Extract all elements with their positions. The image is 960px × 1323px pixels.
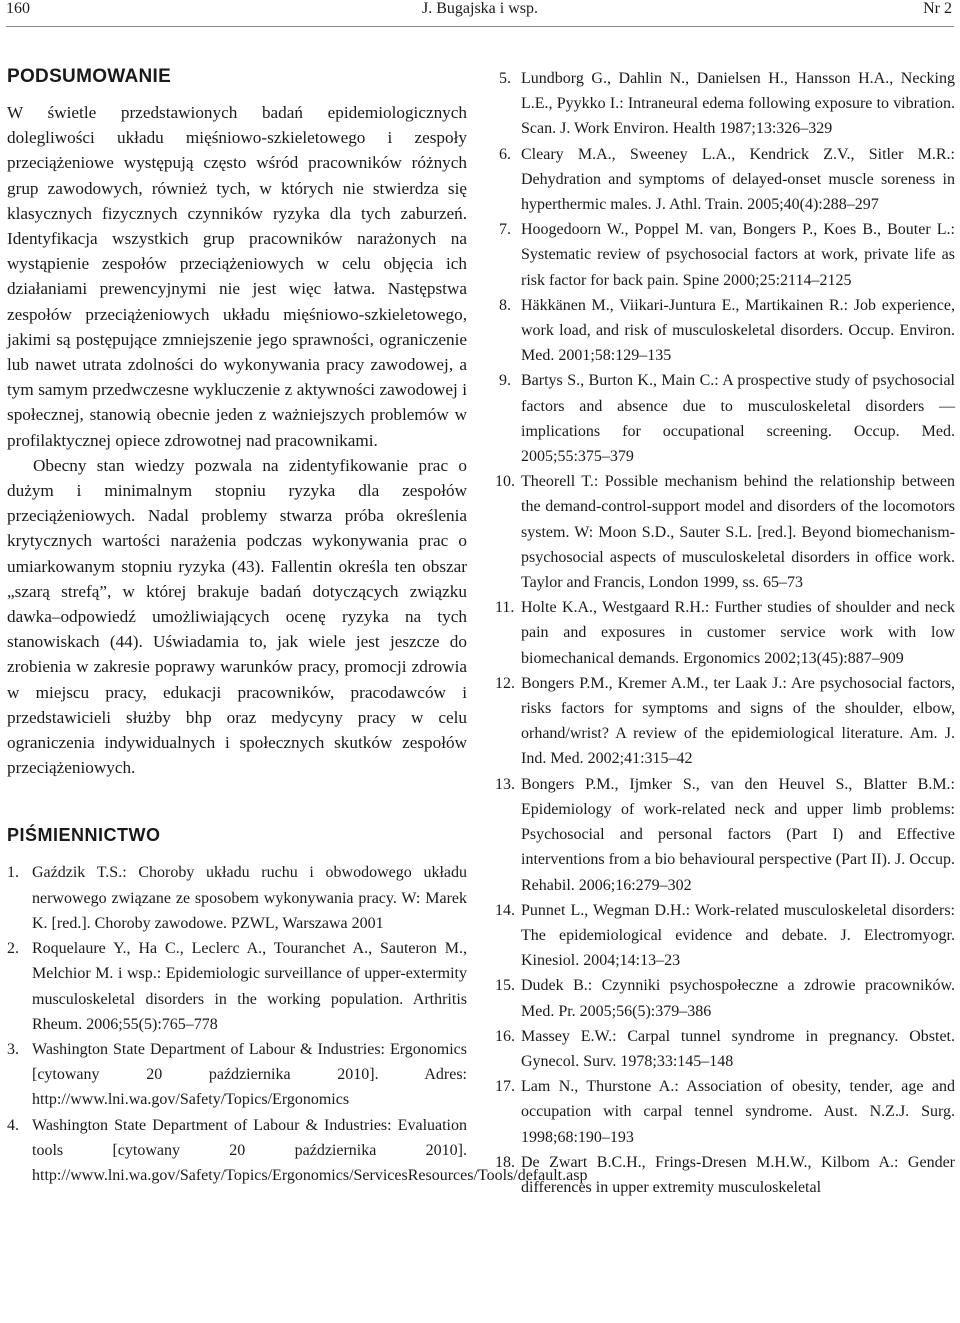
reference-number: 17. (495, 1078, 515, 1096)
reference-text: Massey E.W.: Carpal tunnel syndrome in pregnancy. Obstet. Gynecol. Surv. 1978;33:145–148 (521, 1027, 955, 1070)
reference-item (495, 671, 955, 772)
reference-text: Theorell T.: Possible mechanism behind the relationship between the demand-control-support model and disorders of the locomotors system. W: Moon S.D., Sauter S.L. [red.]. Beyond biomechanism-psychosocial aspects of musculoskeletal disorders in office work. Taylor and Francis, London 1999, ss. 65–73 (521, 473, 955, 592)
reference-item (495, 1150, 955, 1200)
references-heading: PIŚMIENNICTWO (7, 825, 161, 846)
reference-item (495, 469, 955, 595)
reference-number: 6. (499, 145, 511, 163)
reference-number: 15. (495, 977, 515, 995)
reference-item (495, 1024, 955, 1074)
reference-text: Cleary M.A., Sweeney L.A., Kendrick Z.V., Sitler M.R.: Dehydration and symptoms of delayed-onset muscle soreness in hyperthermic males. J. Athl. Train. 2005;40(4):288–297 (521, 145, 955, 214)
reference-text: Lam N., Thurstone A.: Association of obesity, tender, age and occupation with carpal tennel syndrome. Aust. N.Z.J. Surg. 1998;68:190–193 (521, 1078, 955, 1146)
running-authors: J. Bugajska i wsp. (422, 0, 538, 17)
reference-number: 3. (7, 1040, 19, 1058)
reference-text: De Zwart B.C.H., Frings-Dresen M.H.W., Kilbom A.: Gender differences in upper extremity musculoskeletal (521, 1153, 955, 1196)
reference-number: 10. (495, 473, 515, 491)
reference-item (495, 898, 955, 974)
reference-number: 13. (495, 775, 515, 793)
reference-number: 4. (7, 1116, 19, 1134)
reference-text: Washington State Department of Labour & Industries: Evaluation tools [cytowany 20 października 2010]. http://www.lni.wa.gov/Safety/Topics/Ergonomics/ServicesResources/Tools/default.asp (32, 1116, 588, 1184)
reference-item (7, 860, 467, 936)
header-rule (6, 26, 954, 27)
reference-number: 16. (495, 1027, 515, 1045)
page-number: 160 (6, 0, 30, 17)
summary-paragraph-2: Obecny stan wiedzy pozwala na zidentyfikowanie prac o dużym i minimalnym stopniu ryzyka dla zespołów przeciążeniowych. Nadal problemy stwarza próba określenia krytycznych wartości narażenia podczas wykonywania prac o umiarkowanym stopniu ryzyka (43). Fallentin określa ten obszar „szarą strefą”, w której brakuje badań dotyczących związku dawka–odpowiedź umożliwiających ocenę ryzyka na tych stanowiskach (44). Uświadamia to, jak wiele jest jeszcze do zrobienia w zakresie poprawy warunków pracy, promocji zdrowia w miejscu pracy, edukacji pracowników, pracodawców i przedstawicieli służby bhp oraz medycyny pracy w celu ograniczenia indywidualnych i społecznych skutków zespołów przeciążeniowych. (7, 455, 467, 778)
issue-number: Nr 2 (923, 0, 952, 17)
reference-number: 2. (7, 940, 19, 958)
reference-item (7, 1037, 467, 1113)
summary-paragraph-1: W świetle przedstawionych badań epidemiologicznych dolegliwości układu mięśniowo-szkieletowego i zespoły przeciążeniowe występują często wśród pracowników różnych grup zawodowych, również tych, w których nie stwierdza się klasycznych fizycznych czynników ryzyka dla tych zaburzeń. Identyfikacja wszystkich grup pracowników narażonych na wystąpienie zespołów przeciążeniowych w celu objęcia ich działaniami prewencyjnymi nie jest więc łatwa. Następstwa zespołów przeciążeniowych układu mięśniowo-szkieletowego, jakimi są postępujące zmniejszenie jego sprawności, ograniczenie lub nawet utrata zdolności do wykonywania pracy zawodowej, a tym samym przedwczesne wykluczenie z aktywności zawodowej i społecznej, stanowią obecnie jeden z ważniejszych problemów w profilaktycznej opiece zdrowotnej nad pracownikami. (7, 103, 467, 450)
reference-text: Bongers P.M., Ijmker S., van den Heuvel S., Blatter B.M.: Epidemiology of work-related neck and upper limb problems: Psychosocial and personal factors (Part I) and Effective interventions from a bio behavioural perspective (Part II). J. Occup. Rehabil. 2006;16:279–302 (521, 775, 955, 894)
reference-item (7, 936, 467, 1037)
right-column (495, 66, 955, 1200)
reference-item (499, 217, 955, 293)
reference-item (499, 368, 955, 469)
reference-text: Bartys S., Burton K., Main C.: A prospective study of psychosocial factors and absence due to musculoskeletal disorders — implications for occupational screening. Occup. Med. 2005;55:375–379 (521, 372, 955, 466)
reference-text: Bongers P.M., Kremer A.M., ter Laak J.: Are psychosocial factors, risks factors for symptoms and signs of the shoulder, elbow, orhand/wrist? A review of the epidemiological literature. Am. J. Ind. Med. 2002;41:315–42 (521, 674, 955, 768)
reference-number: 7. (499, 221, 511, 239)
reference-number: 11. (495, 599, 515, 617)
reference-item (499, 66, 955, 142)
reference-text: Holte K.A., Westgaard R.H.: Further studies of shoulder and neck pain and exposures in customer service work with low biomechanical demands. Ergonomics 2002;13(45):887–909 (521, 599, 955, 667)
references-list-right (495, 66, 955, 1200)
reference-number: 9. (499, 372, 511, 390)
reference-item (495, 772, 955, 898)
reference-number: 14. (495, 901, 515, 919)
reference-text: Dudek B.: Czynniki psychospołeczne a zdrowie pracowników. Med. Pr. 2005;56(5):379–386 (521, 977, 955, 1020)
summary-heading: PODSUMOWANIE (7, 66, 172, 87)
reference-number: 8. (499, 296, 511, 314)
reference-number: 18. (495, 1153, 515, 1171)
reference-item (495, 1074, 955, 1150)
reference-text: Gaździk T.S.: Choroby układu ruchu i obwodowego układu nerwowego związane ze sposobem wykonywania pracy. W: Marek K. [red.]. Choroby zawodowe. PZWL, Warszawa 2001 (32, 864, 467, 932)
reference-text: Hoogedoorn W., Poppel M. van, Bongers P., Koes B., Bouter L.: Systematic review of psychosocial factors at work, private life as risk factor for back pain. Spine 2000;25:2114–2125 (521, 221, 955, 289)
reference-item (499, 142, 955, 218)
reference-text: Häkkänen M., Viikari-Juntura E., Martikainen R.: Job experience, work load, and risk of musculoskeletal disorders. Occup. Environ. Med. 2001;58:129–135 (521, 296, 955, 365)
reference-text: Roquelaure Y., Ha C., Leclerc A., Touranchet A., Sauteron M., Melchior M. i wsp.: Epidemiologic surveillance of upper-extermity musculoskeletal disorders in the working population. Arthritis Rheum. 2006;55(5):765–778 (32, 940, 467, 1033)
reference-number: 12. (495, 674, 515, 692)
reference-number: 1. (7, 864, 19, 882)
reference-item (495, 595, 955, 671)
reference-text: Lundborg G., Dahlin N., Danielsen H., Hansson H.A., Necking L.E., Pyykko I.: Intraneural edema following exposure to vibration. Scan. J. Work Environ. Health 1987;13:326–329 (521, 70, 955, 138)
reference-text: Punnet L., Wegman D.H.: Work-related musculoskeletal disorders: The epidemiological evidence and debate. J. Electromyogr. Kinesiol. 2004;14:13–23 (521, 901, 955, 970)
reference-text: Washington State Department of Labour & Industries: Ergonomics [cytowany 20 października 2010]. Adres: http://www.lni.wa.gov/Safety/Topics/Ergonomics (32, 1040, 467, 1109)
reference-number: 5. (499, 70, 511, 87)
reference-item (499, 293, 955, 369)
running-header (0, 0, 960, 22)
reference-item (495, 973, 955, 1023)
